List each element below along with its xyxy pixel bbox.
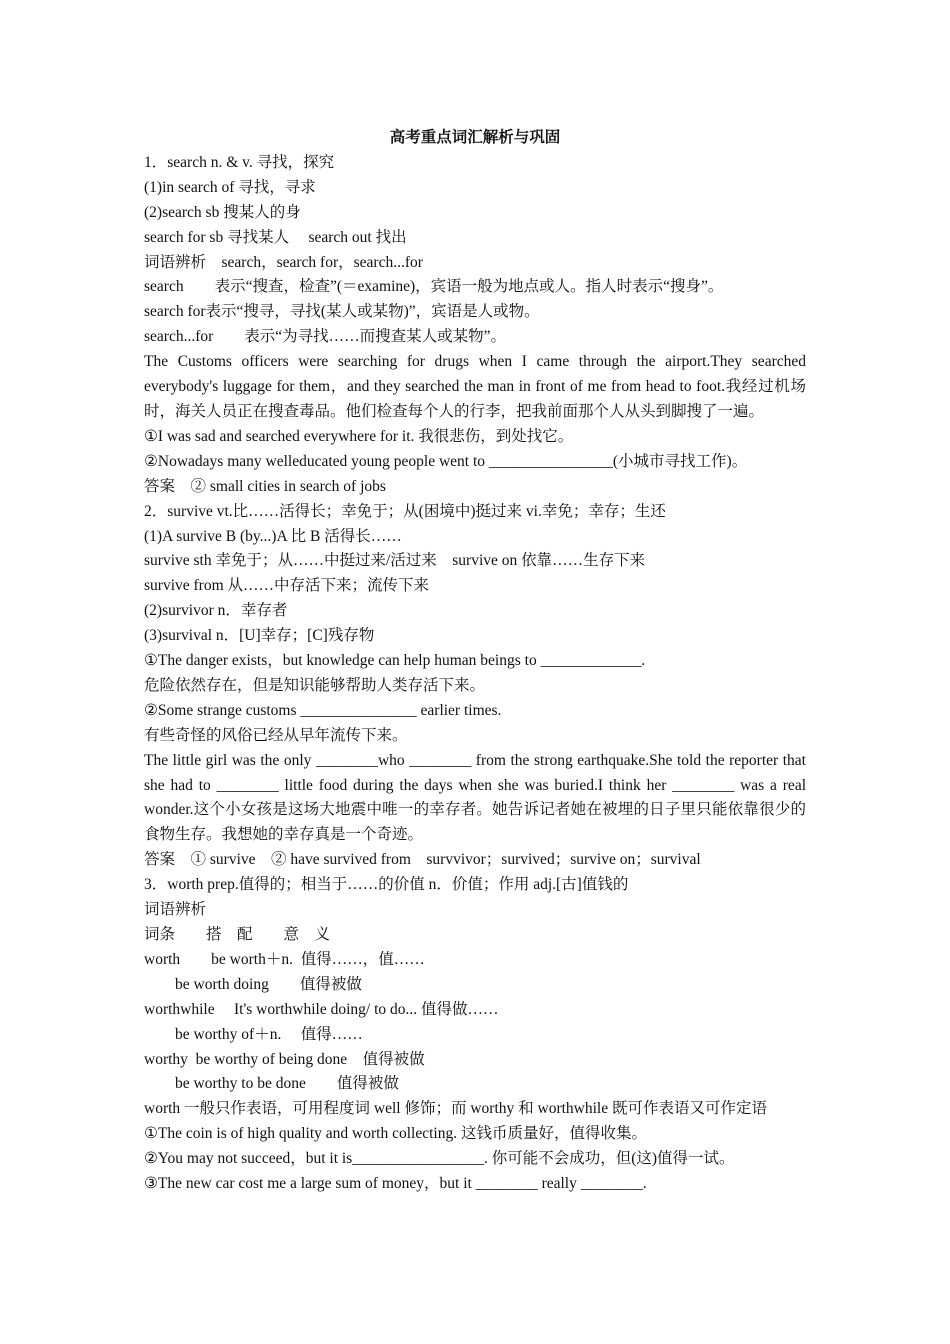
exercise-line: ①The danger exists，but knowledge can help human beings to _____________. (144, 652, 646, 670)
table-row: be worthy to be done 值得被做 (144, 1075, 399, 1093)
text-line: search for表示“搜寻，寻找(某人或某物)”，宾语是人或物。 (144, 303, 540, 321)
text-line: (2)survivor n．幸存者 (144, 602, 288, 620)
example-paragraph: The Customs officers were searching for drugs when I came through the airport.They searched everybody's luggage for them，and they searched the man in front of me from head to foot.我经过机场时，海关人员正在搜查毒品。他们检查每个人的行李，把我前面那个人从头到脚搜了一遍。 (144, 353, 806, 420)
document-title: 高考重点词汇解析与巩固 (389, 129, 561, 146)
text-line: survive sth 幸免于；从……中挺过来/活过来 survive on 依靠……生存下来 (144, 552, 646, 570)
table-row: be worthy of＋n. 值得…… (144, 1025, 363, 1043)
text-line: (1)in search of 寻找，寻求 (144, 178, 316, 196)
text-line: 1．search n. & v. 寻找，探究 (144, 153, 335, 171)
text-line: (3)survival n．[U]幸存；[C]残存物 (144, 627, 375, 645)
table-header: 词条 搭 配 意 义 (144, 926, 331, 943)
answer-line: 答案 ① survive ② have survived from survvivor；survived；survive on；survival (144, 851, 701, 869)
table-row: worthwhile It's worthwhile doing/ to do... 值得做…… (144, 1000, 499, 1018)
text-line: 有些奇怪的风俗已经从早年流传下来。 (144, 726, 408, 744)
exercise-line: ②You may not succeed，but it is_________________. 你可能不会成功，但(这)值得一试。 (144, 1150, 735, 1168)
exercise-line: ①The coin is of high quality and worth collecting. 这钱币质量好，值得收集。 (144, 1125, 647, 1143)
text-line: search...for 表示“为寻找……而搜查某人或某物”。 (144, 328, 507, 346)
text-line: survive from 从……中存活下来；流传下来 (144, 577, 430, 595)
text-line: ①I was sad and searched everywhere for it. 我很悲伤，到处找它。 (144, 427, 574, 445)
text-line: (2)search sb 搜某人的身 (144, 203, 301, 221)
document-page (144, 126, 806, 1197)
section-heading: 2．survive vt.比……活得长；幸免于；从(困境中)挺过来 vi.幸免；幸存；生还 (144, 502, 666, 520)
answer-line: 答案 ② small cities in search of jobs (144, 477, 386, 495)
text-line: search 表示“搜查，检查”(＝examine)，宾语一般为地点或人。指人时表示“搜身”。 (144, 278, 724, 296)
text-line: (1)A survive B (by...)A 比 B 活得长…… (144, 527, 402, 545)
text-line: ②Nowadays many welleducated young people went to ________________(小城市寻找工作)。 (144, 452, 748, 470)
text-line: 危险依然存在，但是知识能够帮助人类存活下来。 (144, 676, 486, 694)
text-line: search for sb 寻找某人 search out 找出 (144, 228, 407, 246)
exercise-line: ②Some strange customs _______________ earlier times. (144, 701, 502, 719)
section-heading: 3．worth prep.值得的；相当于……的价值 n．价值；作用 adj.[古]值钱的 (144, 876, 629, 894)
text-line: 词语辨析 (144, 901, 207, 919)
exercise-line: ③The new car cost me a large sum of money，but it ________ really ________. (144, 1175, 647, 1193)
example-paragraph: The little girl was the only ________who ________ from the strong earthquake.She told the reporter that she had to ________ little food during the days when she was buried.I think her ________ was a real wonder.这个小女孩是这场大地震中唯一的幸存者。她告诉记者她在被埋的日子里只能依靠很少的食物生存。我想她的幸存真是一个奇迹。 (144, 751, 806, 844)
table-row: worth be worth＋n. 值得……，值…… (144, 950, 425, 968)
table-row: worthy be worthy of being done 值得被做 (144, 1050, 425, 1068)
table-row: be worth doing 值得被做 (144, 975, 362, 993)
text-line: worth 一般只作表语，可用程度词 well 修饰；而 worthy 和 worthwhile 既可作表语又可作定语 (144, 1100, 767, 1118)
text-line: 词语辨析 search，search for，search...for (144, 253, 423, 271)
